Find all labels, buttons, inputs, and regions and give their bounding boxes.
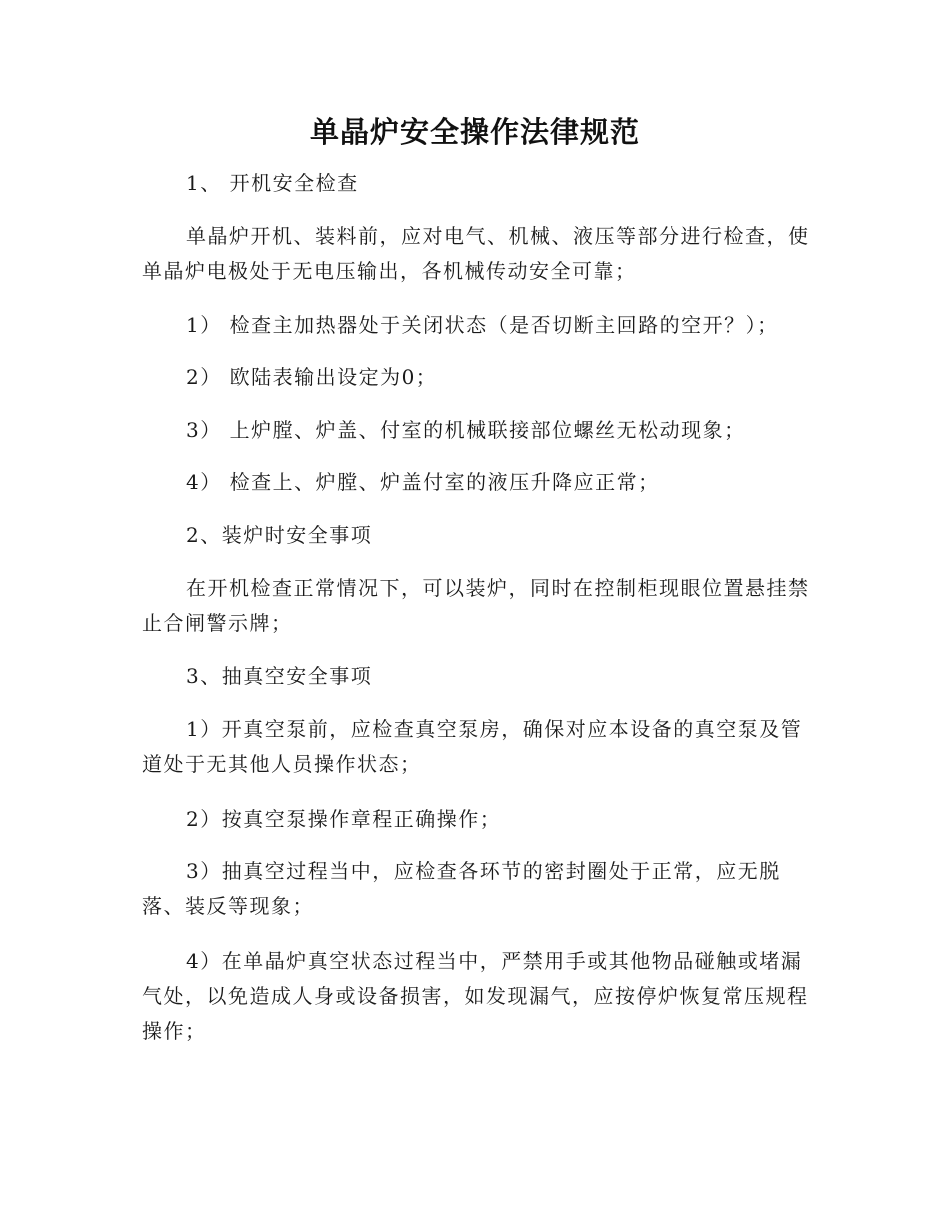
document-title: 单晶炉安全操作法律规范 [309, 115, 640, 149]
list-item-leak-warning: 4）在单晶炉真空状态过程当中，严禁用手或其他物品碰触或堵漏气处，以免造成人身或设备损害，如发现漏气，应按停炉恢复常压规程操作； [142, 949, 809, 1043]
list-item-pump-procedure: 2）按真空泵操作章程正确操作； [186, 807, 502, 831]
list-item-hydraulic-check: 4） 检查上、炉膛、炉盖付室的液压升降应正常； [186, 470, 660, 494]
section-heading-vacuum-safety: 3、抽真空安全事项 [186, 664, 373, 688]
list-item-heater-check: 1） 检查主加热器处于关闭状态（是否切断主回路的空开？）； [186, 313, 779, 337]
list-item-controller-output: 2） 欧陆表输出设定为0； [186, 365, 438, 389]
list-item-seal-check: 3）抽真空过程当中，应检查各环节的密封圈处于正常，应无脱落、装反等现象； [142, 859, 781, 918]
paragraph-loading-safety: 在开机检查正常情况下，可以装炉，同时在控制柜现眼位置悬挂禁止合闸警示牌； [142, 576, 810, 635]
list-item-vacuum-pump-room: 1）开真空泵前，应检查真空泵房，确保对应本设备的真空泵及管道处于无其他人员操作状态； [142, 717, 803, 776]
list-item-bolt-check: 3） 上炉膛、炉盖、付室的机械联接部位螺丝无松动现象； [186, 418, 746, 442]
section-heading-startup-check: 1、 开机安全检查 [186, 171, 359, 195]
paragraph-startup-intro: 单晶炉开机、装料前，应对电气、机械、液压等部分进行检查，使单晶炉电极处于无电压输出，各机械传动安全可靠； [142, 224, 810, 283]
section-heading-loading-safety: 2、装炉时安全事项 [186, 523, 373, 547]
